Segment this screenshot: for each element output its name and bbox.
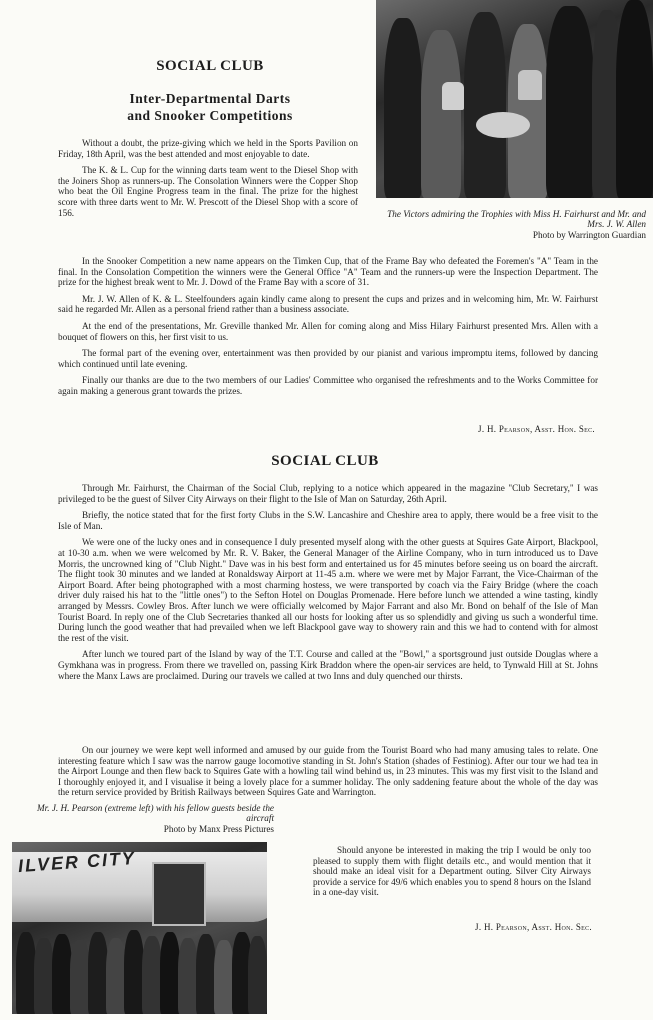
article2-column-wrap (58, 745, 598, 804)
article1-paragraph-4: Mr. J. W. Allen of K. & L. Steelfounders again kindly came along to present the cups and prizes and in welcoming him, Mr. W. Fairhurst said he regarded Mr. Allen as a personal friend rather than a business associate. (58, 293, 598, 315)
article2-column-full (58, 483, 598, 687)
aircraft-photo (12, 842, 267, 1014)
article2-paragraph-6: Should anyone be interested in making the trip I would be only too pleased to supply them with flight details etc., and would mention that it should make an ideal visit for a Department outing. Silver City Airways provide a service for 49/6 which enables you to spend 8 hours on the Island in a one-day visit. (313, 845, 591, 898)
article2-paragraph-1: Through Mr. Fairhurst, the Chairman of the Social Club, replying to a notice which appeared in the magazine "Club Secretary," I was privileged to be the guest of Silver City Airways on their flight to the Isle of Man on Saturday, 26th April. (58, 483, 598, 504)
article1-paragraph-3: In the Snooker Competition a new name appears on the Timken Cup, that of the Frame Bay who defeated the Foremen's "A" Team in the final. In the Consolation Competition the winners were the General Office "A" Team and the runners-up were the Inspection Department. The prize for the highest break went to Mr. J. Dowd of the Frame Bay with a score of 31. (58, 256, 598, 288)
article1-signature: J. H. Pearson, Asst. Hon. Sec. (478, 424, 595, 434)
trophy-caption-credit: Photo by Warrington Guardian (532, 229, 646, 240)
aircraft-photo-caption (26, 803, 274, 834)
article1-paragraph-6: The formal part of the evening over, entertainment was then provided by our pianist and various impromptu items, followed by dancing which continued until late evening. (58, 348, 598, 369)
aircraft-caption-credit: Photo by Manx Press Pictures (163, 823, 274, 834)
article2-signature: J. H. Pearson, Asst. Hon. Sec. (475, 922, 592, 932)
article1-column-top (58, 138, 358, 224)
article1-paragraph-5: At the end of the presentations, Mr. Greville thanked Mr. Allen for coming along and Miss Hilary Fairhurst presented Mrs. Allen with a bouquet of flowers on this, her first visit to us. (58, 320, 598, 342)
article1-column-full (58, 256, 598, 403)
article1-paragraph-2: The K. & L. Cup for the winning darts team went to the Diesel Shop with the Joiners Shop as runners-up. The Consolation Winners were the Copper Shop who beat the Oil Engine Progress team in the final. The prize for the highest score with three darts went to Mr. W. Prescott of the Diesel Shop with a score of 156. (58, 165, 358, 218)
trophy-photo-caption (386, 209, 646, 240)
article1-heading: SOCIAL CLUB (156, 58, 264, 74)
article2-heading: SOCIAL CLUB (271, 453, 379, 469)
aircraft-caption-text: Mr. J. H. Pearson (extreme left) with his fellow guests beside the aircraft (37, 803, 274, 824)
article2-column-right (313, 845, 591, 904)
trophy-caption-text: The Victors admiring the Trophies with Miss H. Fairhurst and Mr. and Mrs. J. W. Allen (387, 209, 646, 230)
article2-paragraph-4: After lunch we toured part of the Island by way of the T.T. Course and called at the "Bowl," a sportsground just outside Douglas where a Gymkhana was in progress. From there we travelled on, passing Kirk Braddon where the open-air services are held, to Tynwald Hill at St. Johns where the Manx Laws are proclaimed. During our travels we called at two Inns and duly quenched our thirsts. (58, 649, 598, 681)
article1-paragraph-7: Finally our thanks are due to the two members of our Ladies' Committee who organised the refreshments and to the Works Committee for again making a generous grant towards the prizes. (58, 375, 598, 396)
plane-lettering: ILVER CITY (17, 847, 137, 877)
article2-paragraph-5: On our journey we were kept well informed and amused by our guide from the Tourist Board who had many amusing tales to relate. One interesting feature which I saw was the narrow gauge locomotive standing in St. John's Station (shades of Festiniog). After our tour we had tea in the Airport Lounge and then flew back to Squires Gate with a howling tail wind behind us, in 23 minutes. This was my first visit to the Island and I thoroughly enjoyed it, and I visualise it being a lovely place for a summer holiday. The only saddening feature about the whole of the day was the return service provided by British Railways between Squires Gate and Warrington. (58, 745, 598, 798)
article2-paragraph-2: Briefly, the notice stated that for the first forty Clubs in the S.W. Lancashire and Cheshire area to apply, there would be a free visit to the Isle of Man. (58, 510, 598, 531)
article1-paragraph-1: Without a doubt, the prize-giving which we held in the Sports Pavilion on Friday, 18th April, was the best attended and most enjoyable to date. (58, 138, 358, 159)
trophy-photo (376, 0, 653, 198)
article1-subheading: Inter-Departmental Darts and Snooker Competitions (127, 91, 293, 123)
article2-paragraph-3: We were one of the lucky ones and in consequence I duly presented myself along with the other guests at Squires Gate Airport, Blackpool, at 10-30 a.m. when we were welcomed by Mr. R. V. Baker, the General Manager of the Airline Company, who in turn introduced us to Dave Morris, the uncrowned king of "Club Night." Dave was in his best form and entertained us for 45 minutes before seeing us on board the aircraft. The flight took 30 minutes and we landed at Ronaldsway Airport at 11-45 a.m. where we were met by Major Farrant, the Vice-Chairman of the Airport Board. After being photographed with a most charming hostess, we were transported by coach via the Fairy Bridge (where the coach driver duly raised his hat to the "little ones") to the Sefton Hotel on Douglas Promenade. Here before lunch we attended a wine tasting, kindly arranged by Messrs. Cowley Bros. After lunch we were officially welcomed by Major Farrant and also Mr. Bond on behalf of the Isle of Man Tourist Board. In reply one of the Club Secretaries thanked all our hosts for looking after us so splendidly and giving us such a wonderful time. During lunch the good weather that had prevailed when we left Blackpool gave way to showery rain and this we had to contend with for almost the rest of the visit. (58, 537, 598, 643)
